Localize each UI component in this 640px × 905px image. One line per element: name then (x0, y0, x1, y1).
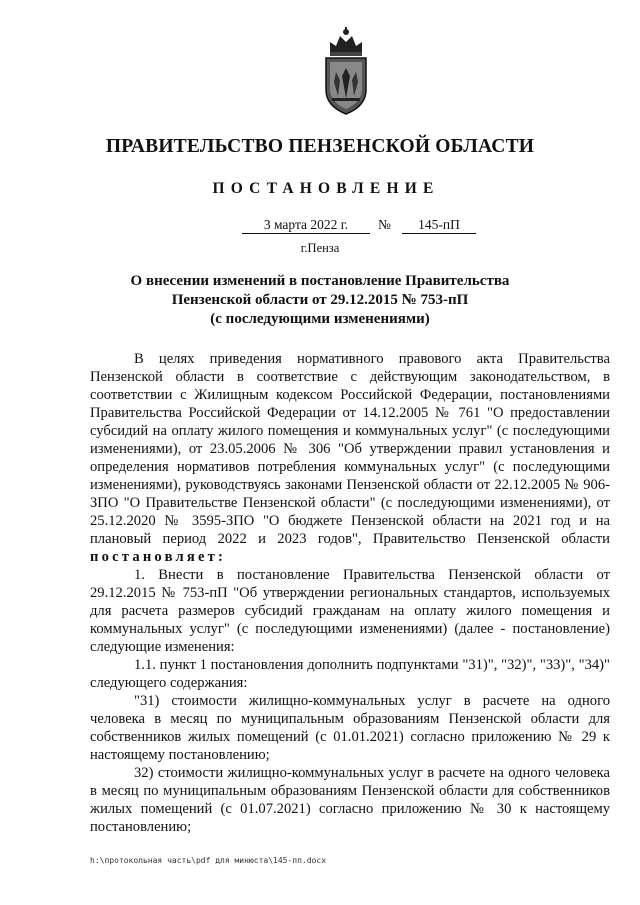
government-title: ПРАВИТЕЛЬСТВО ПЕНЗЕНСКОЙ ОБЛАСТИ (105, 136, 535, 157)
subclause-31-paragraph: "31) стоимости жилищно-коммунальных услуг в расчете на одного человека в месяц по муниципальным образованиям Пензенской области для собственников жилых помещений (с 01.01.2021) согласно приложению № 29 к настоящему постановлению; (90, 693, 610, 763)
decree-keyword: постановляет: (90, 549, 227, 565)
subject-line-1: О внесении изменений в постановление Правительства (130, 273, 510, 289)
clause-1-paragraph: 1. Внести в постановление Правительства Пензенской области от 29.12.2015 № 753-пП "Об утверждении региональных стандартов, используемых для расчета размеров субсидий гражданам на оплату жилого помещения и коммунальных услуг" (с последующими изменениями) (далее - постановление) следующие изменения: (90, 567, 610, 655)
decree-date: 3 марта 2022 г. (242, 217, 370, 234)
number-sign: № (378, 217, 391, 232)
clause-1-1-paragraph: 1.1. пункт 1 постановления дополнить подпунктами "31)", "32)", "33)", "34)" следующего содержания: (90, 657, 610, 691)
subject-line-3: (с последующими изменениями) (210, 311, 430, 327)
document-type: ПОСТАНОВЛЕНИЕ (212, 180, 440, 197)
preamble-text: В целях приведения нормативного правового акта Правительства Пензенской области в соответствие с действующим законодательством, в соответствии с Жилищным кодексом Российской Федерации, постановлениями Правительства Российской Федерации от 14.12.2005 № 761 "О предоставлении субсидий на оплату жилого помещения и коммунальных услуг" (с последующими изменениями), от 23.05.2006 № 306 "Об утверждении правил установления и определения нормативов потребления коммунальных услуг" (с последующими изменениями), руководствуясь законами Пензенской области от 22.12.2005 № 906-ЗПО "О Правительстве Пензенской области" (с последующими изменениями), от 25.12.2020 № 3595-ЗПО "О бюджете Пензенской области на 2021 год и на плановый период 2022 и 2023 годов", Правительство Пензенской области (90, 351, 610, 547)
decree-body (90, 350, 610, 836)
file-path-footer: h:\протокольная часть\pdf для минюста\145-пп.docx (90, 856, 327, 865)
subject-line-2: Пензенской области от 29.12.2015 № 753-пП (171, 292, 469, 308)
city-name: г.Пенза (300, 241, 340, 255)
decree-number: 145-пП (402, 217, 476, 234)
subclause-32-paragraph: 32) стоимости жилищно-коммунальных услуг в расчете на одного человека в месяц по муниципальным образованиям Пензенской области для собственников жилых помещений (с 01.07.2021) согласно приложению № 30 к настоящему постановлению; (90, 765, 610, 835)
penza-coat-of-arms-icon (316, 24, 376, 118)
coat-of-arms-emblem (316, 24, 376, 118)
preamble-paragraph (90, 350, 610, 566)
decree-subject (0, 272, 640, 329)
